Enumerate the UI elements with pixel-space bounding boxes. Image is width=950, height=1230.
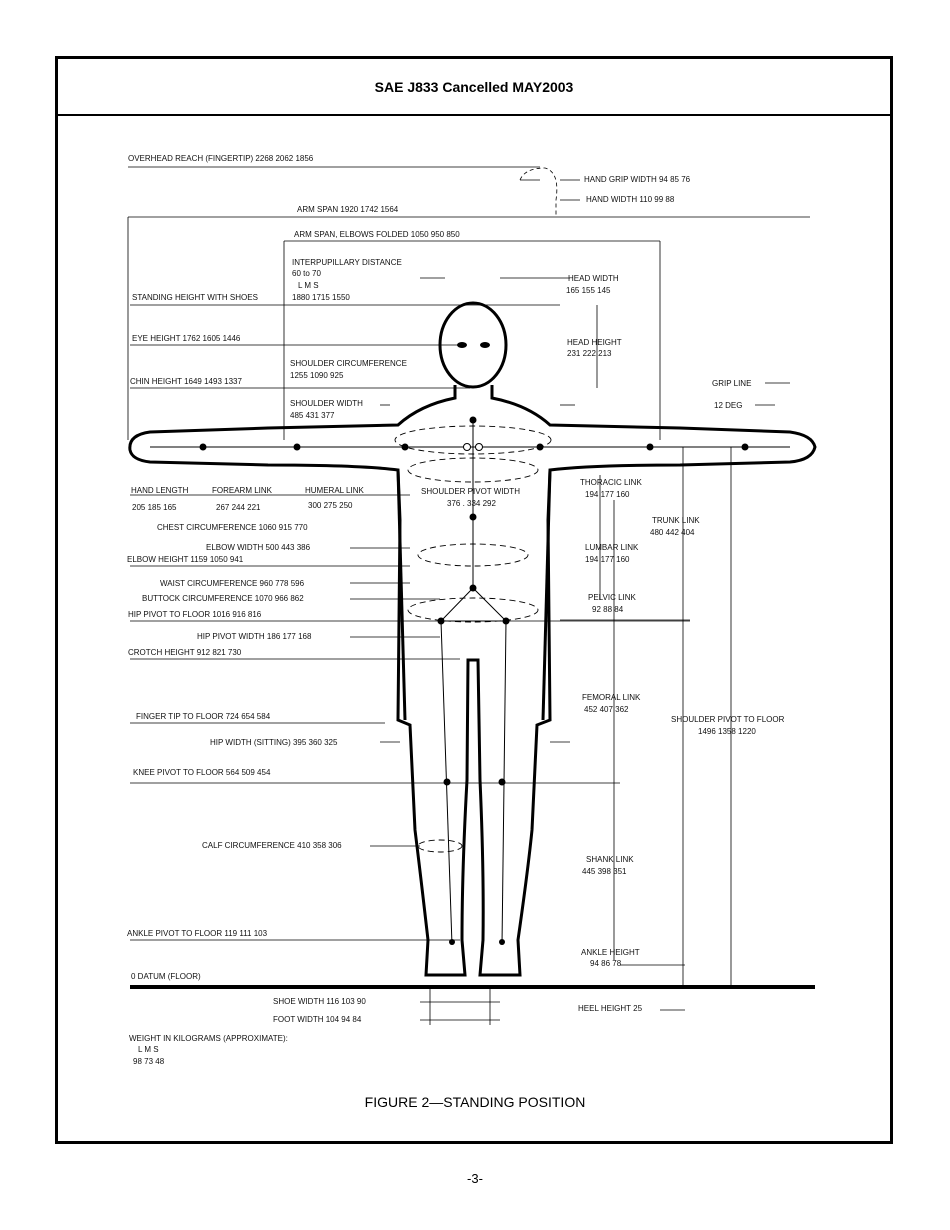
interpupillary-range: 60 to 70	[292, 269, 321, 278]
weight-lms: L M S	[138, 1045, 159, 1054]
grip-line-label: GRIP LINE	[712, 379, 752, 388]
knee-pivot-floor-label: KNEE PIVOT TO FLOOR 564 509 454	[133, 768, 271, 777]
ankle-height-label: ANKLE HEIGHT	[581, 948, 640, 957]
weight-label: WEIGHT IN KILOGRAMS (APPROXIMATE):	[129, 1034, 288, 1043]
pelvic-link-label: PELVIC LINK	[588, 593, 636, 602]
weight-values: 98 73 48	[133, 1057, 165, 1066]
calf-circ-label: CALF CIRCUMFERENCE 410 358 306	[202, 841, 342, 850]
lumbar-link-values: 194 177 160	[585, 555, 630, 564]
shoulder-width-values: 485 431 377	[290, 411, 335, 420]
interpupillary-label: INTERPUPILLARY DISTANCE	[292, 258, 402, 267]
humeral-link-label: HUMERAL LINK	[305, 486, 364, 495]
heel-height-label: HEEL HEIGHT 25	[578, 1004, 643, 1013]
lumbar-link-label: LUMBAR LINK	[585, 543, 639, 552]
shoulder-circ-values: 1255 1090 925	[290, 371, 344, 380]
femoral-link-label: FEMORAL LINK	[582, 693, 641, 702]
standing-height-values: 1880 1715 1550	[292, 293, 350, 302]
arm-span-label: ARM SPAN 1920 1742 1564	[297, 205, 399, 214]
hand-grip-width-label: HAND GRIP WIDTH 94 85 76	[584, 175, 691, 184]
shoulder-pivot-width-label: SHOULDER PIVOT WIDTH	[421, 487, 520, 496]
pelvic-link-values: 92 88 84	[592, 605, 624, 614]
shoulder-pivot-floor-label: SHOULDER PIVOT TO FLOOR	[671, 715, 785, 724]
thoracic-link-label: THORACIC LINK	[580, 478, 642, 487]
shoe-width-label: SHOE WIDTH 116 103 90	[273, 997, 366, 1006]
head-height-values: 231 222 213	[567, 349, 612, 358]
hip-pivot-width-label: HIP PIVOT WIDTH 186 177 168	[197, 632, 312, 641]
thoracic-link-values: 194 177 160	[585, 490, 630, 499]
humeral-link-values: 300 275 250	[308, 501, 353, 510]
hand-width-label: HAND WIDTH 110 99 88	[586, 195, 675, 204]
document-title: SAE J833 Cancelled MAY2003	[374, 78, 574, 95]
eye-height-label: EYE HEIGHT 1762 1605 1446	[132, 334, 241, 343]
waist-circ-label: WAIST CIRCUMFERENCE 960 778 596	[160, 579, 305, 588]
arm-span-folded-label: ARM SPAN, ELBOWS FOLDED 1050 950 850	[294, 230, 460, 239]
figure-caption: FIGURE 2—STANDING POSITION	[364, 1094, 586, 1110]
elbow-height-label: ELBOW HEIGHT 1159 1050 941	[127, 555, 244, 564]
shoulder-pivot-width-values: 376 . 334 292	[447, 499, 496, 508]
forearm-link-label: FOREARM LINK	[212, 486, 273, 495]
shank-link-values: 445 398 351	[582, 867, 627, 876]
chest-circ-label: CHEST CIRCUMFERENCE 1060 915 770	[157, 523, 308, 532]
shoulder-pivot-left	[464, 444, 471, 451]
femoral-link-values: 452 407 362	[584, 705, 629, 714]
finger-tip-floor-label: FINGER TIP TO FLOOR 724 654 584	[136, 712, 271, 721]
ankle-pivot-floor-label: ANKLE PIVOT TO FLOOR 119 111 103	[127, 929, 268, 938]
standing-height-label: STANDING HEIGHT WITH SHOES	[132, 293, 258, 302]
trunk-link-label: TRUNK LINK	[652, 516, 700, 525]
hand-length-label: HAND LENGTH	[131, 486, 189, 495]
shank-link-label: SHANK LINK	[586, 855, 634, 864]
right-eye-mark	[480, 342, 490, 348]
buttock-circ-label: BUTTOCK CIRCUMFERENCE 1070 966 862	[142, 594, 304, 603]
head-width-values: 165 155 145	[566, 286, 611, 295]
hand-length-values: 205 185 165	[132, 503, 177, 512]
hip-width-sitting-label: HIP WIDTH (SITTING) 395 360 325	[210, 738, 338, 747]
lms-header: L M S	[298, 281, 319, 290]
page-number: -3-	[467, 1171, 483, 1186]
shoulder-circ-label: SHOULDER CIRCUMFERENCE	[290, 359, 407, 368]
raised-hand-outline	[520, 168, 557, 215]
forearm-link-values: 267 244 221	[216, 503, 261, 512]
trunk-link-values: 480 442 404	[650, 528, 695, 537]
shoulder-pivot-right	[476, 444, 483, 451]
elbow-width-label: ELBOW WIDTH 500 443 386	[206, 543, 311, 552]
ankle-height-values: 94 86 78	[590, 959, 622, 968]
left-eye-mark	[457, 342, 467, 348]
hip-pivot-floor-label: HIP PIVOT TO FLOOR 1016 916 816	[128, 610, 262, 619]
overhead-reach-label: OVERHEAD REACH (FINGERTIP) 2268 2062 1856	[128, 154, 314, 163]
shoulder-width-label: SHOULDER WIDTH	[290, 399, 363, 408]
shoulder-pivot-floor-values: 1496 1358 1220	[698, 727, 756, 736]
grip-deg-label: 12 DEG	[714, 401, 743, 410]
datum-label: 0 DATUM (FLOOR)	[131, 972, 201, 981]
foot-width-label: FOOT WIDTH 104 94 84	[273, 1015, 362, 1024]
head-width-label: HEAD WIDTH	[568, 274, 619, 283]
chin-height-label: CHIN HEIGHT 1649 1493 1337	[130, 377, 242, 386]
crotch-height-label: CROTCH HEIGHT 912 821 730	[128, 648, 242, 657]
head-height-label: HEAD HEIGHT	[567, 338, 622, 347]
